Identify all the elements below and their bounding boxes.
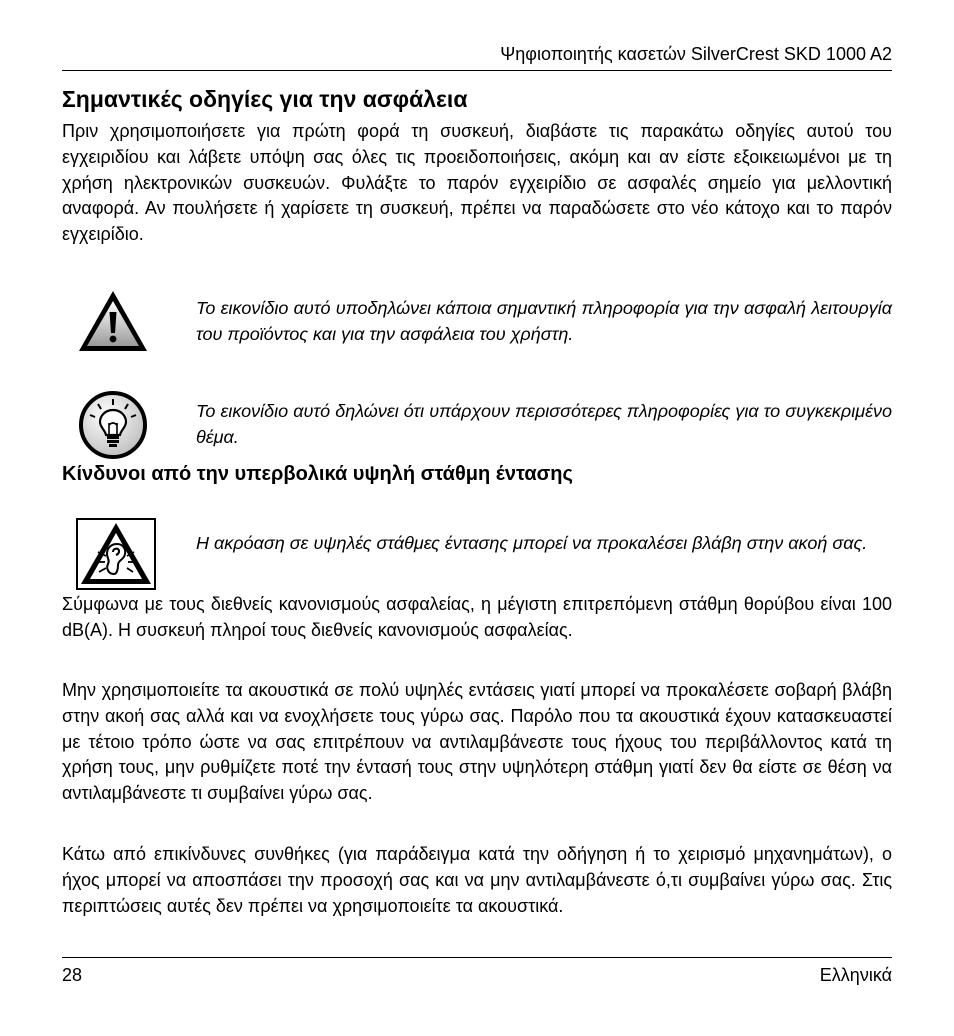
hearing-warning-icon [76, 518, 156, 590]
body-paragraph: Σύμφωνα με τους διεθνείς κανονισμούς ασφαλείας, η μέγιστη επιτρεπόμενη στάθμη θορύβου είναι 100 dB(A). Η συσκευή πληροί τους διεθνείς κανονισμούς ασφαλείας. [62, 594, 892, 640]
warning-triangle-icon [76, 288, 150, 354]
page-header-title: Ψηφιοποιητής κασετών SilverCrest SKD 1000 A2 [500, 44, 892, 64]
lightbulb-icon [78, 390, 148, 460]
intro-paragraph: Πριν χρησιμοποιήσετε για πρώτη φορά τη συσκευή, διαβάστε τις παρακάτω οδηγίες αυτού του εγχειριδίου και λάβετε υπόψη σας όλες τις προειδοποιήσεις, ακόμη και αν είστε εξοικειωμένοι με τη χρήση ηλεκτρονικών συσκευών. Φυλάξτε το παρόν εγχειρίδιο σε ασφαλές σημείο για μελλοντική αναφορά. Αν πουλήσετε ή χαρίσετε τη συσκευή, πρέπει να παραδώσετε στο νέο κάτοχο και το παρόν εγχειρίδιο. [62, 121, 892, 245]
body-paragraph: Μην χρησιμοποιείτε τα ακουστικά σε πολύ υψηλές εντάσεις γιατί μπορεί να προκαλέσετε σοβαρή βλάβη στην ακοή σας αλλά και να ενοχλήσετε τους γύρω σας. Παρόλο που τα ακουστικά έχουν κατασκευαστεί με τέτοιο τρόπο ώστε να σας επιτρέπουν να αντιλαμβάνεστε τους ήχους του περιβάλλοντος κατά τη χρήση τους, μην ρυθμίζετε ποτέ την έντασή τους στην υψηλότερη στάθμη γιατί δεν θα είστε σε θέση να αντιλαμβάνεστε τι συμβαίνει γύρω σας. [62, 680, 892, 804]
body-paragraph: Κάτω από επικίνδυνες συνθήκες (για παράδειγμα κατά την οδήγηση ή το χειρισμό μηχανημάτων), ο ήχος μπορεί να αποσπάσει την προσοχή σας και να μην αντιλαμβάνεστε ό,τι συμβαίνει γύρω σας. Στις περιπτώσεις αυτές δεν πρέπει να χρησιμοποιείτε τα ακουστικά. [62, 844, 892, 916]
header-divider [62, 70, 892, 71]
subsection-title: Κίνδυνοι από την υπερβολικά υψηλή στάθμη έντασης [62, 463, 573, 485]
note-hearing-warning: Η ακρόαση σε υψηλές στάθμες έντασης μπορεί να προκαλέσει βλάβη στην ακοή σας. [196, 533, 868, 553]
note-safety-info: Το εικονίδιο αυτό υποδηλώνει κάποια σημαντική πληροφορία για την ασφαλή λειτουργία του προϊόντος και για την ασφάλεια του χρήστη. [196, 298, 892, 344]
footer-language: Ελληνικά [819, 965, 892, 985]
section-title: Σημαντικές οδηγίες για την ασφάλεια [62, 86, 468, 112]
footer-divider [62, 957, 892, 958]
page-number: 28 [62, 965, 83, 985]
note-more-info: Το εικονίδιο αυτό δηλώνει ότι υπάρχουν περισσότερες πληροφορίες για το συγκεκριμένο θέμα. [196, 401, 892, 447]
